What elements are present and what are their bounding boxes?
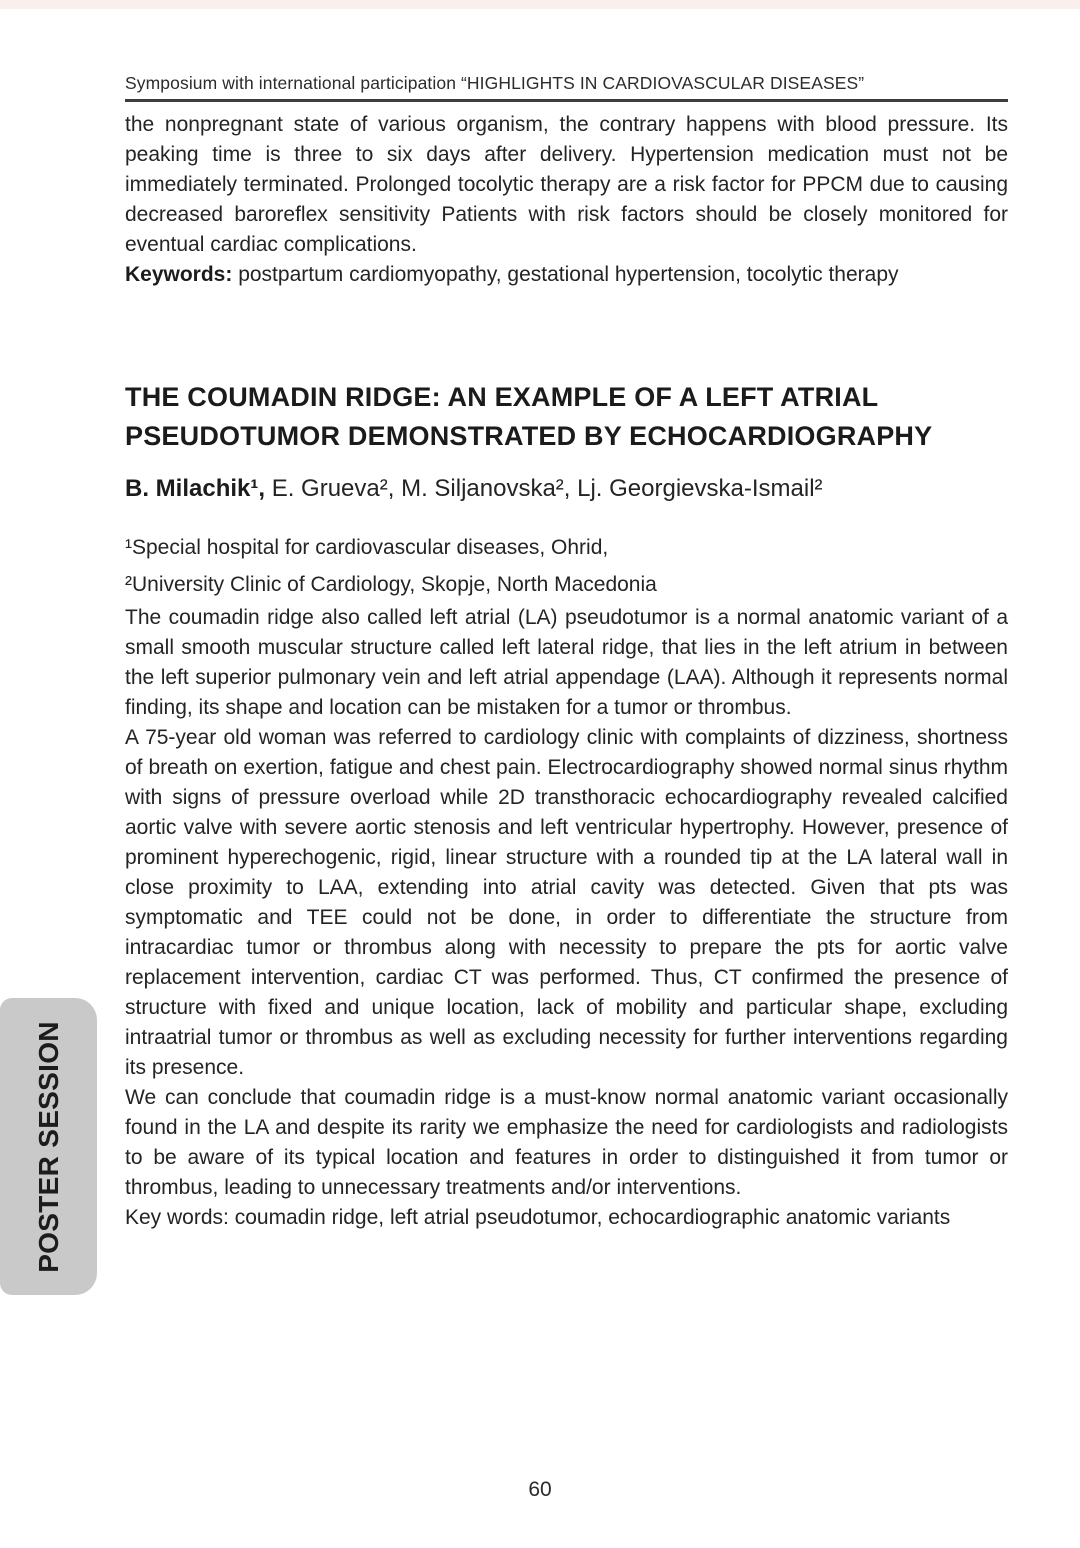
authors-line <box>125 473 1008 505</box>
affiliation-2: ²University Clinic of Cardiology, Skopje, North Macedonia <box>125 573 657 596</box>
author-first: B. Milachik¹, <box>125 475 266 502</box>
running-header: Symposium with international participation “HIGHLIGHTS IN CARDIOVASCULAR DISEASES” <box>125 73 865 93</box>
abstract-paragraph-2: A 75-year old woman was referred to cardiology clinic with complaints of dizziness, shortness of breath on exertion, fatigue and chest pain. Electrocardiography showed normal sinus rhythm with signs of pressure overload while 2D transthoracic echocardiography revealed calcified aortic valve with severe aortic stenosis and left ventricular hypertrophy. However, presence of prominent hyperechogenic, rigid, linear structure with a rounded tip at the LA lateral wall in close proximity to LAA, extending into atrial cavity was detected. Given that pts was symptomatic and TEE could not be done, in order to differentiate the structure from intracardiac tumor or thrombus along with necessity to prepare the pts for aortic valve replacement intervention, cardiac CT was performed. Thus, CT confirmed the presence of structure with fixed and unique location, lack of mobility and particular shape, excluding intraatrial tumor or thrombus as well as excluding necessity for further interventions regarding its presence. <box>125 726 1008 1079</box>
affiliation-1: ¹Special hospital for cardiovascular diseases, Ohrid, <box>125 536 609 559</box>
previous-abstract-continuation: the nonpregnant state of various organism, the contrary happens with blood pressure. Its peaking time is three to six days after delivery. Hypertension medication must not be immediately terminated. Prolonged tocolytic therapy are a risk factor for PPCM due to causing decreased baroreflex sensitivity Patients with risk factors should be closely monitored for eventual cardiac complications. <box>125 113 1008 256</box>
keywords-label: Keywords: <box>125 263 233 286</box>
header-rule <box>125 99 1008 102</box>
page-column <box>125 0 1008 1233</box>
poster-session-tab-label: POSTER SESSION <box>32 1020 64 1273</box>
abstract-title: THE COUMADIN RIDGE: AN EXAMPLE OF A LEFT ATRIAL PSEUDOTUMOR DEMONSTRATED BY ECHOCARDIOGRAPHY <box>125 382 933 451</box>
page-number: 60 <box>528 1478 552 1501</box>
keywords-text: postpartum cardiomyopathy, gestational hypertension, tocolytic therapy <box>232 263 899 286</box>
previous-abstract-keywords <box>125 260 1008 290</box>
abstract-paragraph-1: The coumadin ridge also called left atrial (LA) pseudotumor is a normal anatomic variant of a small smooth muscular structure called left lateral ridge, that lies in the left atrium in between the left superior pulmonary vein and left atrial appendage (LAA). Although it represents normal finding, its shape and location can be mistaken for a tumor or thrombus. <box>125 606 1008 719</box>
abstract-keywords: Key words: coumadin ridge, left atrial pseudotumor, echocardiographic anatomic variants <box>125 1206 951 1229</box>
poster-session-tab <box>0 998 97 1295</box>
abstract-paragraph-3: We can conclude that coumadin ridge is a must-know normal anatomic variant occasionally found in the LA and despite its rarity we emphasize the need for cardiologists and radiologists to be aware of its typical location and features in order to distinguished it from tumor or thrombus, leading to unnecessary treatments and/or interventions. <box>125 1086 1008 1199</box>
affiliations-block <box>125 529 1008 603</box>
authors-rest: E. Grueva², M. Siljanovska², Lj. Georgievska-Ismail² <box>265 475 823 502</box>
